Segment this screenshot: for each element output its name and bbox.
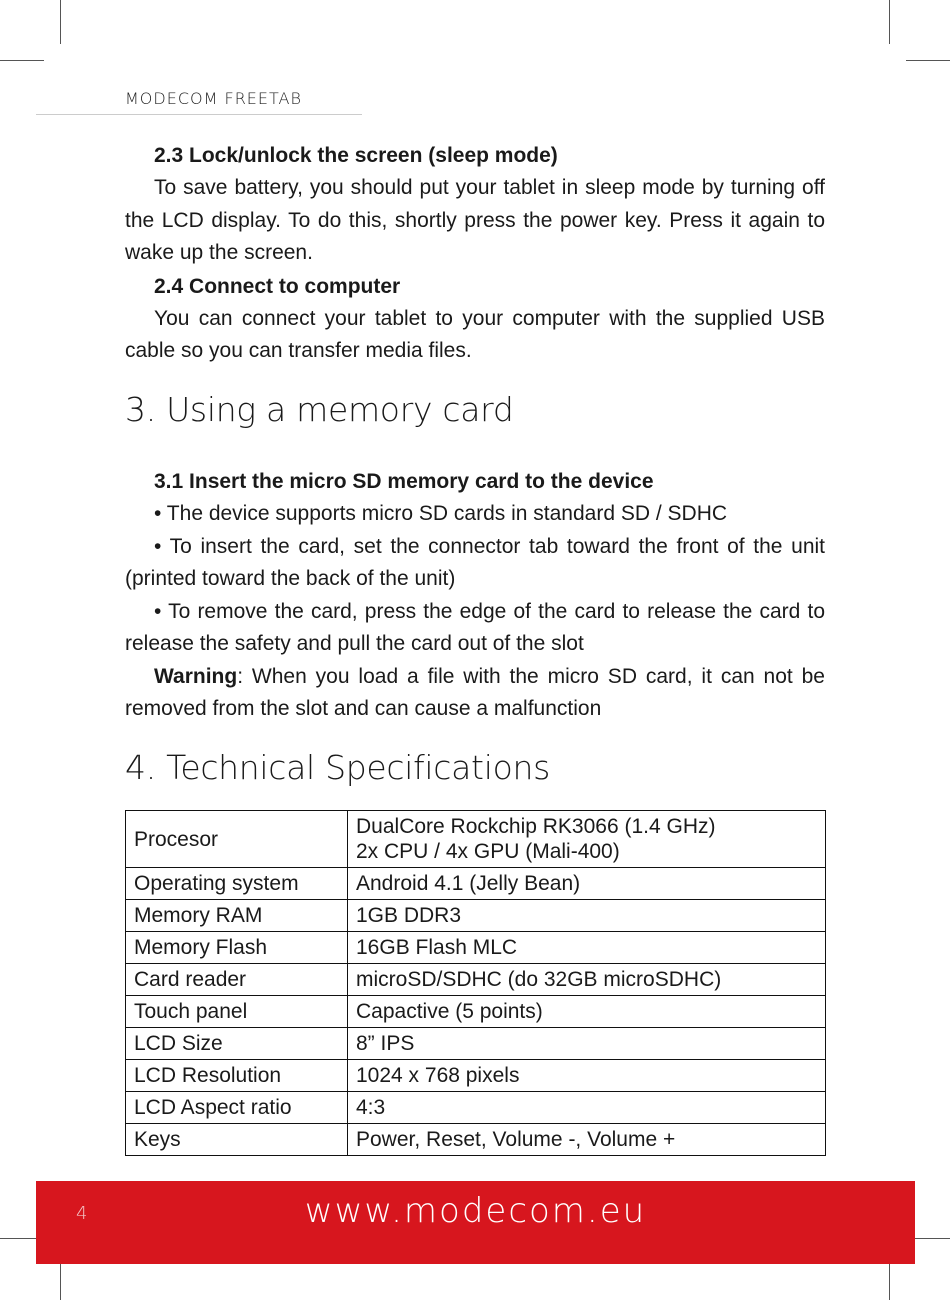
crop-mark (889, 0, 890, 44)
spec-key: LCD Aspect ratio (126, 1092, 348, 1124)
spec-key: Operating system (126, 868, 348, 900)
spec-value: 1GB DDR3 (348, 900, 826, 932)
table-row (126, 868, 826, 900)
footer-url-link[interactable]: www.modecom.eu (304, 1191, 647, 1231)
table-row (126, 996, 826, 1028)
bullet-item: • The device supports micro SD cards in standard SD / SDHC (154, 502, 728, 525)
header-divider (36, 114, 362, 115)
section-2-content (125, 139, 825, 368)
spec-key: Card reader (126, 964, 348, 996)
spec-key: LCD Size (126, 1028, 348, 1060)
table-row (126, 1060, 826, 1092)
section-3-content (125, 390, 825, 429)
table-row (126, 964, 826, 996)
paragraph: You can connect your tablet to your computer with the supplied USB cable so you can transfer media files. (125, 306, 825, 362)
spec-key: LCD Resolution (126, 1060, 348, 1092)
page-number: 4 (76, 1203, 88, 1224)
spec-value: 1024 x 768 pixels (348, 1060, 826, 1092)
section-heading: 2.4 Connect to computer (154, 274, 401, 298)
bullet-item: • To remove the card, press the edge of the card to release the card to release the safety and pull the card out of the slot (125, 599, 825, 655)
spec-key: Keys (126, 1124, 348, 1156)
spec-value-line: 2x CPU / 4x GPU (Mali-400) (356, 840, 620, 863)
spec-value: Android 4.1 (Jelly Bean) (348, 868, 826, 900)
table-row (126, 1124, 826, 1156)
spec-value-line: DualCore Rockchip RK3066 (1.4 GHz) (356, 815, 716, 838)
spec-value: 16GB Flash MLC (348, 932, 826, 964)
spec-value: microSD/SDHC (do 32GB microSDHC) (348, 964, 826, 996)
spec-value: Power, Reset, Volume -, Volume + (348, 1124, 826, 1156)
paragraph: To save battery, you should put your tablet in sleep mode by turning off the LCD display. To do this, shortly press the power key. Press it again to wake up the screen. (125, 176, 825, 264)
spec-key: Touch panel (126, 996, 348, 1028)
bullet-item: • To insert the card, set the connector tab toward the front of the unit (printed toward the back of the unit) (125, 534, 825, 590)
section-heading: 3.1 Insert the micro SD memory card to the device (154, 470, 654, 493)
table-row (126, 1028, 826, 1060)
spec-value: 4:3 (348, 1092, 826, 1124)
chapter-heading: 4. Technical Specifications (125, 748, 550, 787)
crop-mark (0, 60, 44, 61)
spec-value: 8” IPS (348, 1028, 826, 1060)
footer-band (36, 1181, 915, 1264)
spec-key: Procesor (126, 811, 348, 868)
warning-label: Warning (154, 664, 238, 688)
section-4-content (125, 748, 825, 787)
section-heading: 2.3 Lock/unlock the screen (sleep mode) (154, 144, 558, 167)
spec-key: Memory Flash (126, 932, 348, 964)
spec-key: Memory RAM (126, 900, 348, 932)
table-row (126, 900, 826, 932)
spec-value (348, 811, 826, 868)
table-row (126, 1092, 826, 1124)
crop-mark (60, 0, 61, 44)
chapter-heading: 3. Using a memory card (125, 390, 514, 429)
running-header: MODECOM FREETAB (125, 89, 302, 108)
crop-mark (906, 60, 950, 61)
table-row (126, 811, 826, 868)
spec-value: Capactive (5 points) (348, 996, 826, 1028)
spec-table (125, 810, 826, 1156)
warning-paragraph (125, 661, 825, 726)
table-row (126, 932, 826, 964)
warning-text: : When you load a file with the micro SD card, it can not be removed from the slot and can cause a malfunction (125, 664, 825, 720)
section-3-body (125, 465, 825, 726)
